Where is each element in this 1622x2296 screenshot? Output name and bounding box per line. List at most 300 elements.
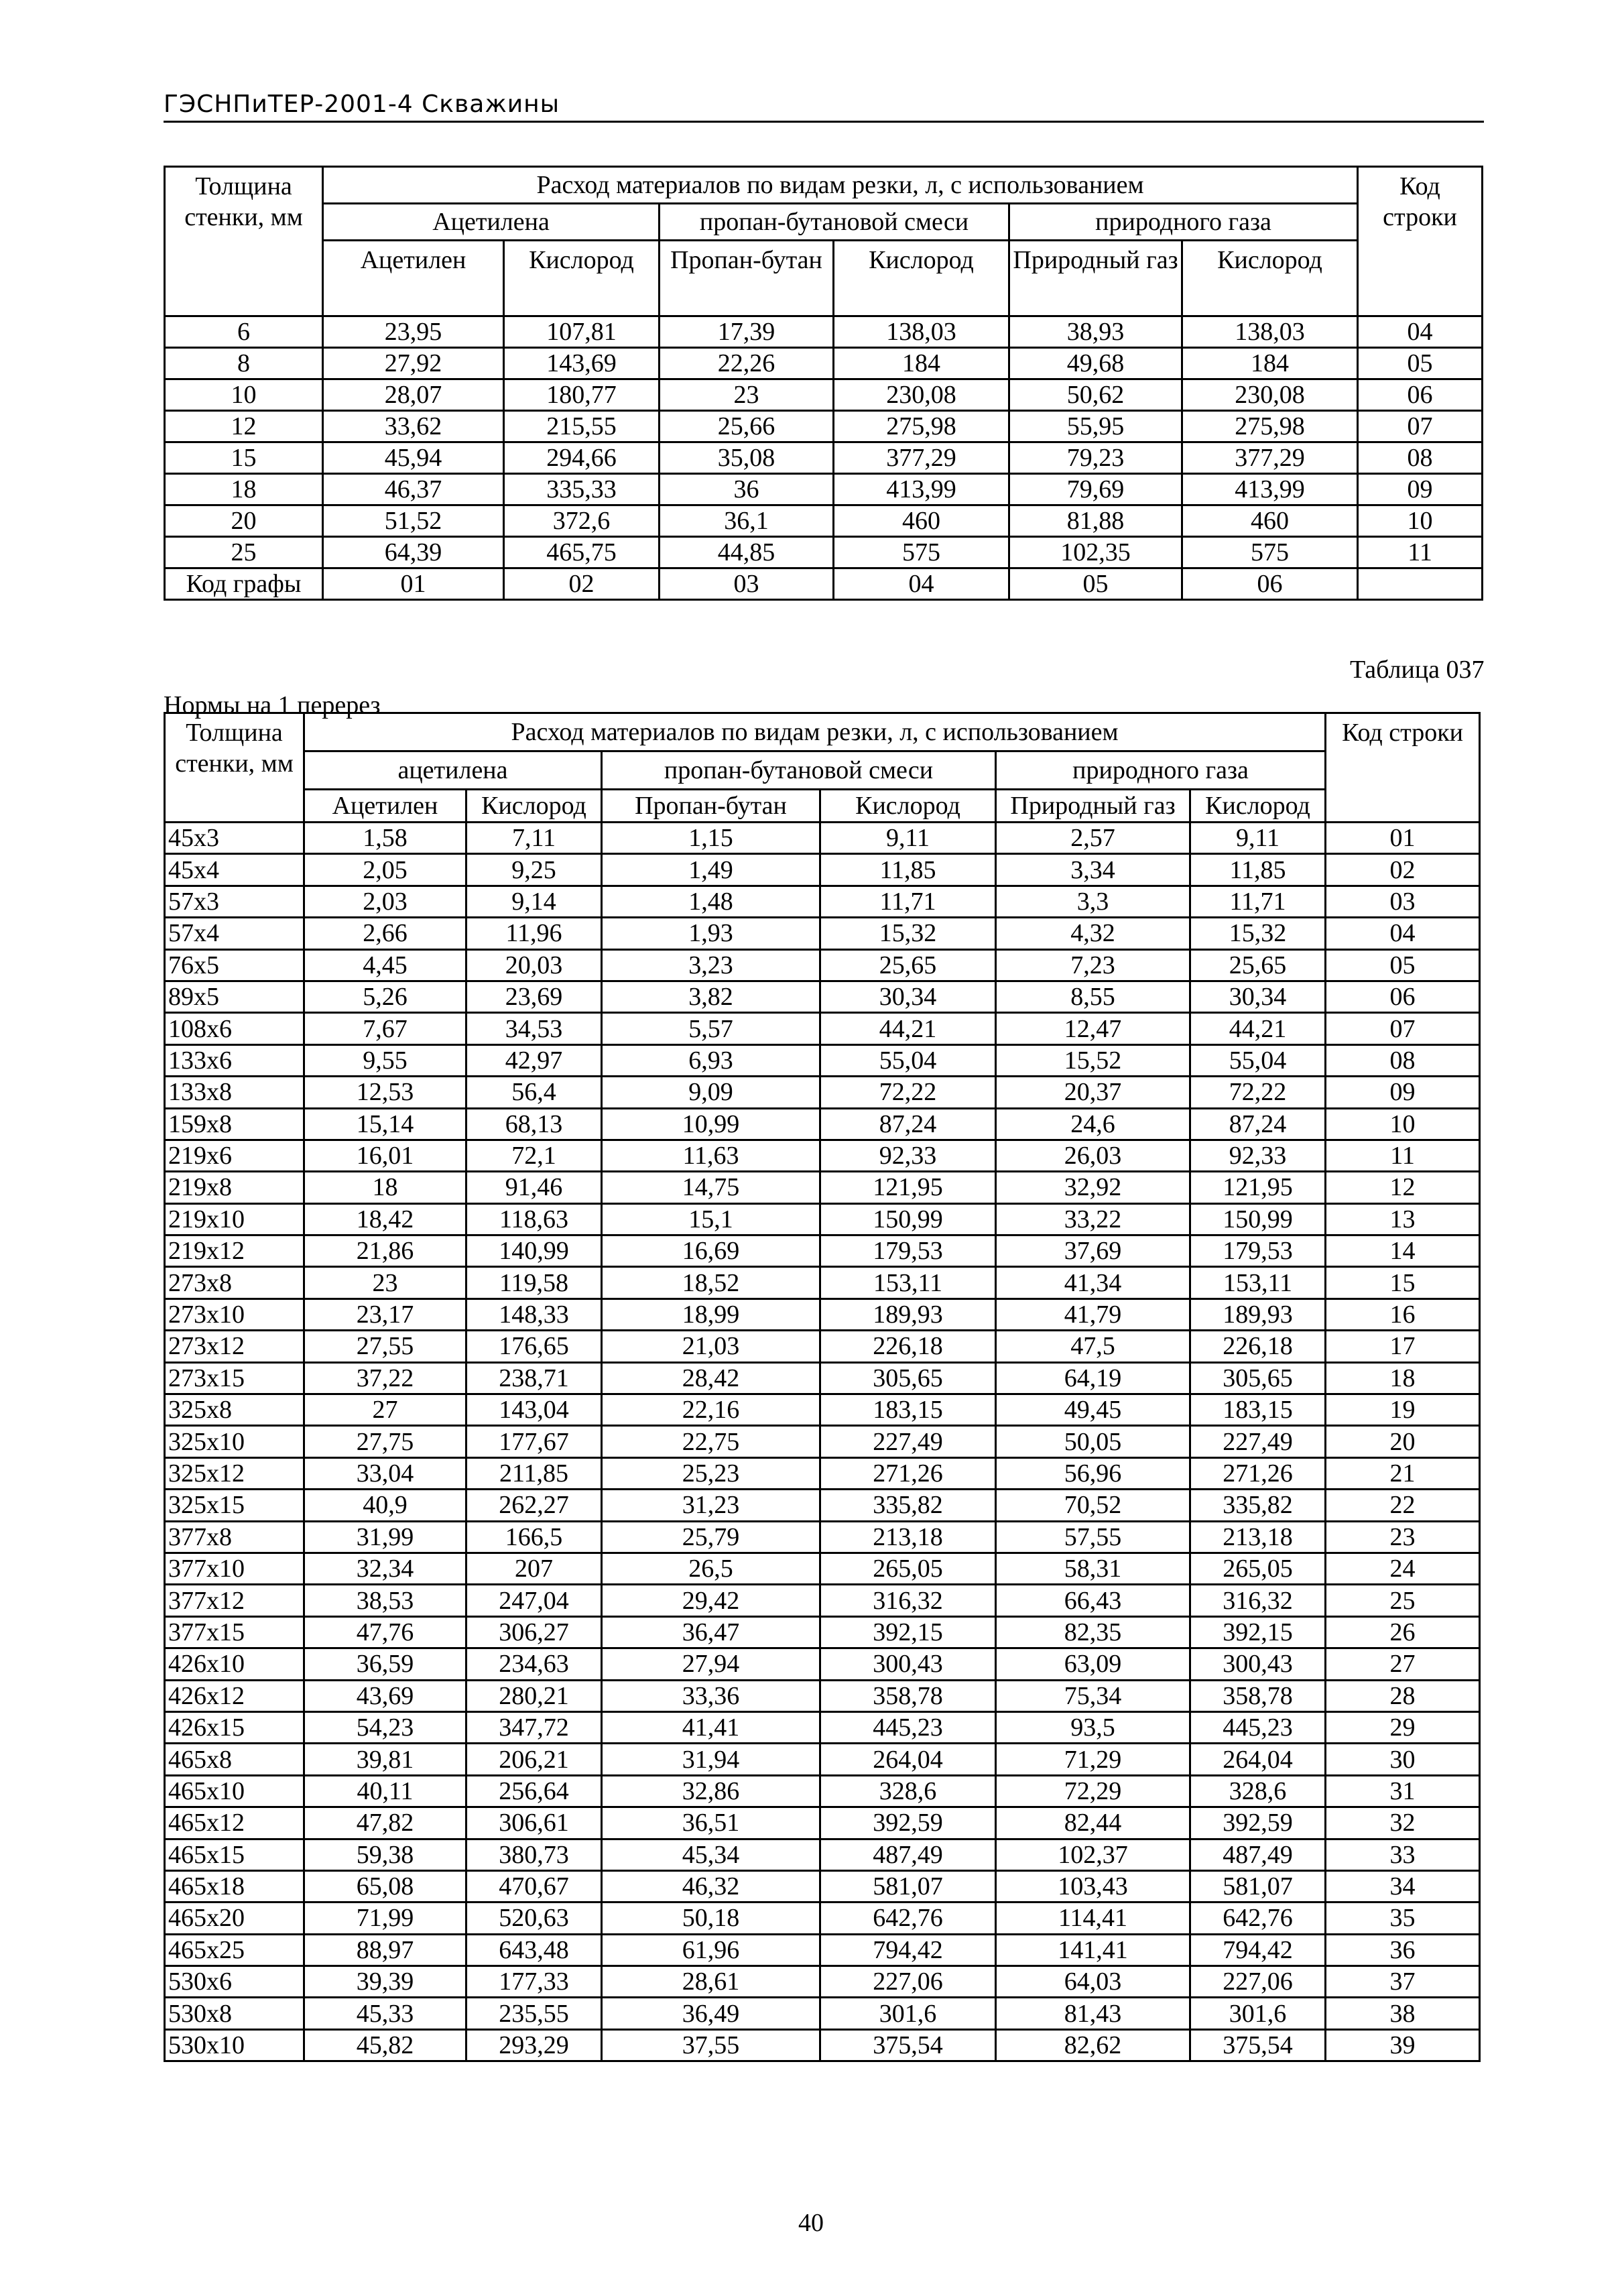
table-cell: 36,59 [304, 1648, 466, 1680]
table-cell: 1,93 [602, 918, 820, 949]
t1-subcol: Ацетилен [323, 241, 504, 316]
table-cell: 520,63 [466, 1902, 602, 1934]
table-cell: 226,18 [820, 1331, 996, 1362]
t1-subcol: Кислород [1182, 241, 1358, 316]
table-cell: 177,33 [466, 1966, 602, 1998]
table-cell: 27,75 [304, 1426, 466, 1457]
table-cell: 63,09 [996, 1648, 1190, 1680]
table-cell: 256,64 [466, 1775, 602, 1807]
table-cell: 581,07 [1190, 1870, 1326, 1902]
table-cell: 794,42 [820, 1934, 996, 1966]
table-cell: 2,66 [304, 918, 466, 949]
table-cell: 119,58 [466, 1267, 602, 1298]
row-code: 25 [1326, 1585, 1480, 1616]
table-cell: 39,39 [304, 1966, 466, 1998]
table-cell: 11,96 [466, 918, 602, 949]
table-cell: 38,53 [304, 1585, 466, 1616]
table-cell: 150,99 [820, 1203, 996, 1235]
table-cell: 55,04 [820, 1044, 996, 1076]
table-row [165, 348, 1483, 379]
row-code: 24 [1326, 1553, 1480, 1584]
table-cell: 141,41 [996, 1934, 1190, 1966]
table-cell: 581,07 [820, 1870, 996, 1902]
table-cell: 36,47 [602, 1616, 820, 1648]
row-label: 465х8 [165, 1744, 304, 1775]
table-cell: 1,15 [602, 823, 820, 854]
table-cell: 305,65 [820, 1362, 996, 1394]
table-cell: 300,43 [820, 1648, 996, 1680]
table-cell: 72,29 [996, 1775, 1190, 1807]
table-cell: 21,86 [304, 1235, 466, 1267]
table-cell: 41,41 [602, 1711, 820, 1743]
table-cell: 375,54 [820, 2029, 996, 2061]
table-cell: 44,21 [820, 1013, 996, 1044]
row-code: 20 [1326, 1426, 1480, 1457]
table-row [165, 1267, 1480, 1298]
row-label: 18 [165, 474, 323, 505]
table-cell: 265,05 [1190, 1553, 1326, 1584]
table-cell: 275,98 [1182, 411, 1358, 442]
table-row [165, 1553, 1480, 1584]
t1-col-thickness: Толщина стенки, мм [165, 167, 323, 316]
table-cell: 9,09 [602, 1077, 820, 1108]
table-cell: 179,53 [820, 1235, 996, 1267]
table-cell: 37,22 [304, 1362, 466, 1394]
table-row [165, 505, 1483, 537]
table-cell: 23,95 [323, 316, 504, 348]
table-cell: 81,88 [1009, 505, 1182, 537]
table-cell: 37,69 [996, 1235, 1190, 1267]
table-cell: 4,45 [304, 949, 466, 981]
row-label: 57х3 [165, 886, 304, 917]
table-cell: 49,45 [996, 1394, 1190, 1426]
page-header: ГЭСНПиТЕР-2001-4 Скважины [164, 90, 560, 118]
table-cell: 72,1 [466, 1140, 602, 1171]
table-cell: 153,11 [820, 1267, 996, 1298]
row-label: 12 [165, 411, 323, 442]
table-cell: 23 [660, 379, 834, 411]
table-cell: 177,67 [466, 1426, 602, 1457]
row-code: 09 [1326, 1077, 1480, 1108]
table-cell: 64,03 [996, 1966, 1190, 1998]
row-label: 465х18 [165, 1870, 304, 1902]
row-label: 273х15 [165, 1362, 304, 1394]
row-code: 07 [1326, 1013, 1480, 1044]
t2-subcol: Кислород [1190, 790, 1326, 823]
table-row [165, 1648, 1480, 1680]
table-cell: 45,33 [304, 1998, 466, 2029]
t1-subcol: Пропан-бутан [660, 241, 834, 316]
table-cell: 262,27 [466, 1490, 602, 1521]
row-label: 273х8 [165, 1267, 304, 1298]
table-cell: 46,32 [602, 1870, 820, 1902]
table-cell: 55,04 [1190, 1044, 1326, 1076]
table-row [165, 1298, 1480, 1330]
table-cell: 38,93 [1009, 316, 1182, 348]
row-label: 325х10 [165, 1426, 304, 1457]
table-cell: 121,95 [820, 1172, 996, 1203]
table-cell: 12,47 [996, 1013, 1190, 1044]
page-number: 40 [798, 2209, 824, 2237]
row-code: 22 [1326, 1490, 1480, 1521]
table-cell: 33,62 [323, 411, 504, 442]
table-cell: 82,62 [996, 2029, 1190, 2061]
t2-subcol: Кислород [820, 790, 996, 823]
table-cell: 183,15 [1190, 1394, 1326, 1426]
row-code: 16 [1326, 1298, 1480, 1330]
table-cell: 15,14 [304, 1108, 466, 1140]
row-label: 273х10 [165, 1298, 304, 1330]
row-code: 05 [1358, 348, 1483, 379]
table-cell: 227,49 [820, 1426, 996, 1457]
table-cell: 271,26 [1190, 1457, 1326, 1489]
row-label: 465х15 [165, 1839, 304, 1870]
table-cell: 49,68 [1009, 348, 1182, 379]
norms-table-037 [164, 712, 1481, 2062]
table-cell: 184 [834, 348, 1009, 379]
table-cell: 230,08 [1182, 379, 1358, 411]
table-cell: 9,25 [466, 854, 602, 886]
row-label: 219х10 [165, 1203, 304, 1235]
table-cell: 22,26 [660, 348, 834, 379]
table-cell: 55,95 [1009, 411, 1182, 442]
row-label: 465х10 [165, 1775, 304, 1807]
row-code: 10 [1326, 1108, 1480, 1140]
row-code: 37 [1326, 1966, 1480, 1998]
table-cell: 43,69 [304, 1680, 466, 1711]
table-cell: 11,85 [820, 854, 996, 886]
t2-group-header: Расход материалов по видам резки, л, с использованием [304, 713, 1326, 751]
table-cell: 28,07 [323, 379, 504, 411]
table-cell: 335,33 [504, 474, 660, 505]
row-label: 377х12 [165, 1585, 304, 1616]
row-label: 325х12 [165, 1457, 304, 1489]
table-cell: 102,37 [996, 1839, 1190, 1870]
table-cell: 36,49 [602, 1998, 820, 2029]
table-cell: 413,99 [834, 474, 1009, 505]
table-cell: 213,18 [820, 1521, 996, 1553]
table-cell: 643,48 [466, 1934, 602, 1966]
table-cell: 50,05 [996, 1426, 1190, 1457]
row-code: 17 [1326, 1331, 1480, 1362]
table-row [165, 1934, 1480, 1966]
table-cell: 24,6 [996, 1108, 1190, 1140]
row-code: 18 [1326, 1362, 1480, 1394]
row-code: 07 [1358, 411, 1483, 442]
row-label: 530х8 [165, 1998, 304, 2029]
table-cell: 445,23 [1190, 1711, 1326, 1743]
table-cell: 121,95 [1190, 1172, 1326, 1203]
table-cell: 392,15 [1190, 1616, 1326, 1648]
table-cell: 140,99 [466, 1235, 602, 1267]
table-cell: 575 [1182, 537, 1358, 568]
table-cell: 107,81 [504, 316, 660, 348]
table-cell: 6,93 [602, 1044, 820, 1076]
table-cell: 235,55 [466, 1998, 602, 2029]
table-row [165, 1394, 1480, 1426]
table-cell: 92,33 [820, 1140, 996, 1171]
table-cell: 25,65 [1190, 949, 1326, 981]
row-label: 133х8 [165, 1077, 304, 1108]
table-cell: 305,65 [1190, 1362, 1326, 1394]
table-cell: 138,03 [1182, 316, 1358, 348]
table-cell: 183,15 [820, 1394, 996, 1426]
row-code: 38 [1326, 1998, 1480, 2029]
table-cell: 15,32 [820, 918, 996, 949]
table-cell: 392,59 [1190, 1807, 1326, 1839]
table-cell: 148,33 [466, 1298, 602, 1330]
table-row [165, 1331, 1480, 1362]
table-cell: 103,43 [996, 1870, 1190, 1902]
row-code: 11 [1358, 537, 1483, 568]
table-cell: 66,43 [996, 1585, 1190, 1616]
table-cell: 358,78 [820, 1680, 996, 1711]
row-code: 31 [1326, 1775, 1480, 1807]
table-cell: 20,03 [466, 949, 602, 981]
row-code: 08 [1358, 442, 1483, 474]
table-cell: 56,4 [466, 1077, 602, 1108]
table-cell: 32,86 [602, 1775, 820, 1807]
row-label: 133х6 [165, 1044, 304, 1076]
table-row [165, 949, 1480, 981]
table-cell: 3,34 [996, 854, 1190, 886]
table-cell: 47,76 [304, 1616, 466, 1648]
table-cell: 335,82 [820, 1490, 996, 1521]
row-code: 29 [1326, 1711, 1480, 1743]
table-cell: 29,42 [602, 1585, 820, 1616]
table-cell: 316,32 [1190, 1585, 1326, 1616]
table-cell: 247,04 [466, 1585, 602, 1616]
table-cell: 413,99 [1182, 474, 1358, 505]
row-label: 159х8 [165, 1108, 304, 1140]
table-cell: 27,92 [323, 348, 504, 379]
table-cell: 91,46 [466, 1172, 602, 1203]
table-cell: 65,08 [304, 1870, 466, 1902]
row-label: 10 [165, 379, 323, 411]
table-row [165, 1044, 1480, 1076]
row-label: 465х12 [165, 1807, 304, 1839]
table-row [165, 886, 1480, 917]
row-code: 11 [1326, 1140, 1480, 1171]
table-cell: 377,29 [834, 442, 1009, 474]
table-cell: 5,57 [602, 1013, 820, 1044]
table-row [165, 1902, 1480, 1934]
table-row [165, 1998, 1480, 2029]
table-cell: 18 [304, 1172, 466, 1203]
table-cell: 40,11 [304, 1775, 466, 1807]
table-row [165, 1711, 1480, 1743]
table-cell: 9,55 [304, 1044, 466, 1076]
table-cell: 294,66 [504, 442, 660, 474]
table-caption: Нормы на 1 перерез [164, 691, 381, 719]
table-cell: 33,22 [996, 1203, 1190, 1235]
table-cell: 31,94 [602, 1744, 820, 1775]
table-cell: 87,24 [820, 1108, 996, 1140]
table-title: Таблица 037 [1350, 656, 1485, 684]
row-label: 426х12 [165, 1680, 304, 1711]
table-cell: 50,62 [1009, 379, 1182, 411]
t1-subcol: Кислород [834, 241, 1009, 316]
row-label: 25 [165, 537, 323, 568]
row-code: 34 [1326, 1870, 1480, 1902]
table-cell: 27,94 [602, 1648, 820, 1680]
row-code: 08 [1326, 1044, 1480, 1076]
table-cell: 44,85 [660, 537, 834, 568]
table-cell: 23 [304, 1267, 466, 1298]
table-row [165, 1744, 1480, 1775]
table-cell: 275,98 [834, 411, 1009, 442]
table-cell: 9,14 [466, 886, 602, 917]
table-cell: 234,63 [466, 1648, 602, 1680]
table-cell: 18,52 [602, 1267, 820, 1298]
table-cell: 42,97 [466, 1044, 602, 1076]
table-cell: 30,34 [1190, 981, 1326, 1012]
table-cell: 36 [660, 474, 834, 505]
table-cell: 1,49 [602, 854, 820, 886]
t2-subgroup-acetylene: ацетилена [304, 751, 602, 790]
table-cell: 75,34 [996, 1680, 1190, 1711]
row-label: 57х4 [165, 918, 304, 949]
row-code: 26 [1326, 1616, 1480, 1648]
row-code: 32 [1326, 1807, 1480, 1839]
table-cell: 7,23 [996, 949, 1190, 981]
table-cell: 265,05 [820, 1553, 996, 1584]
table-cell: 118,63 [466, 1203, 602, 1235]
t1-subgroup-natural-gas: природного газа [1009, 204, 1358, 241]
table-cell: 238,71 [466, 1362, 602, 1394]
row-code: 21 [1326, 1457, 1480, 1489]
table-row [165, 2029, 1480, 2061]
column-code: 01 [323, 568, 504, 600]
table-cell: 25,79 [602, 1521, 820, 1553]
table-cell: 64,19 [996, 1362, 1190, 1394]
table-cell: 206,21 [466, 1744, 602, 1775]
table-row [165, 1013, 1480, 1044]
row-code: 01 [1326, 823, 1480, 854]
table-cell: 32,92 [996, 1172, 1190, 1203]
table-cell: 150,99 [1190, 1203, 1326, 1235]
table-cell: 189,93 [1190, 1298, 1326, 1330]
table-cell: 87,24 [1190, 1108, 1326, 1140]
table-cell: 23,69 [466, 981, 602, 1012]
table-cell: 11,71 [1190, 886, 1326, 917]
table-row [165, 1140, 1480, 1171]
row-code: 13 [1326, 1203, 1480, 1235]
table-cell: 7,67 [304, 1013, 466, 1044]
table-cell: 72,22 [1190, 1077, 1326, 1108]
table-cell: 2,57 [996, 823, 1190, 854]
table-row [165, 379, 1483, 411]
table-cell: 27 [304, 1394, 466, 1426]
footer-label: Код графы [165, 568, 323, 600]
row-code: 15 [1326, 1267, 1480, 1298]
table-row [165, 411, 1483, 442]
table-cell: 143,69 [504, 348, 660, 379]
table-cell: 68,13 [466, 1108, 602, 1140]
table-cell: 41,79 [996, 1298, 1190, 1330]
table-cell: 41,34 [996, 1267, 1190, 1298]
table-row [165, 1426, 1480, 1457]
row-label: 219х8 [165, 1172, 304, 1203]
column-code: 04 [834, 568, 1009, 600]
row-label: 426х10 [165, 1648, 304, 1680]
table-cell: 15,52 [996, 1044, 1190, 1076]
table-cell: 3,3 [996, 886, 1190, 917]
table-cell: 153,11 [1190, 1267, 1326, 1298]
table-cell: 10,99 [602, 1108, 820, 1140]
table-cell: 79,23 [1009, 442, 1182, 474]
row-label: 377х15 [165, 1616, 304, 1648]
table-row [165, 1077, 1480, 1108]
table-row [165, 1108, 1480, 1140]
table-cell: 36,1 [660, 505, 834, 537]
table-cell: 213,18 [1190, 1521, 1326, 1553]
table-cell: 88,97 [304, 1934, 466, 1966]
table-cell: 14,75 [602, 1172, 820, 1203]
row-label: 325х8 [165, 1394, 304, 1426]
table-cell: 347,72 [466, 1711, 602, 1743]
table-cell: 227,06 [820, 1966, 996, 1998]
table-row [165, 1585, 1480, 1616]
row-label: 8 [165, 348, 323, 379]
t2-subcol: Природный газ [996, 790, 1190, 823]
table-cell: 93,5 [996, 1711, 1190, 1743]
table-cell: 226,18 [1190, 1331, 1326, 1362]
table-cell: 2,05 [304, 854, 466, 886]
table-cell: 227,06 [1190, 1966, 1326, 1998]
table-cell: 377,29 [1182, 442, 1358, 474]
table-cell: 47,82 [304, 1807, 466, 1839]
table-cell: 22,16 [602, 1394, 820, 1426]
table-cell: 264,04 [820, 1744, 996, 1775]
row-code: 04 [1326, 918, 1480, 949]
table-cell: 21,03 [602, 1331, 820, 1362]
table-cell: 301,6 [1190, 1998, 1326, 2029]
table-cell: 102,35 [1009, 537, 1182, 568]
table-cell: 18,99 [602, 1298, 820, 1330]
table-cell: 28,42 [602, 1362, 820, 1394]
table-cell: 460 [834, 505, 1009, 537]
table-cell: 70,52 [996, 1490, 1190, 1521]
table-row [165, 316, 1483, 348]
table-row [165, 1203, 1480, 1235]
table-cell: 328,6 [1190, 1775, 1326, 1807]
table-cell: 8,55 [996, 981, 1190, 1012]
t1-subcol: Природный газ [1009, 241, 1182, 316]
table-cell: 301,6 [820, 1998, 996, 2029]
t2-subcol: Пропан-бутан [602, 790, 820, 823]
row-label: 325х15 [165, 1490, 304, 1521]
table-cell: 176,65 [466, 1331, 602, 1362]
table-cell: 44,21 [1190, 1013, 1326, 1044]
row-code: 39 [1326, 2029, 1480, 2061]
t2-subcol: Ацетилен [304, 790, 466, 823]
table-cell: 30,34 [820, 981, 996, 1012]
table-row [165, 918, 1480, 949]
table-cell: 16,69 [602, 1235, 820, 1267]
t1-subcol: Кислород [504, 241, 660, 316]
t2-col-thickness: Толщина стенки, мм [165, 713, 304, 823]
row-code: 35 [1326, 1902, 1480, 1934]
row-label: 465х20 [165, 1902, 304, 1934]
table-cell: 470,67 [466, 1870, 602, 1902]
table-cell: 51,52 [323, 505, 504, 537]
table-cell: 45,94 [323, 442, 504, 474]
table-cell: 487,49 [1190, 1839, 1326, 1870]
table-cell: 207 [466, 1553, 602, 1584]
row-code: 14 [1326, 1235, 1480, 1267]
table-cell: 794,42 [1190, 1934, 1326, 1966]
